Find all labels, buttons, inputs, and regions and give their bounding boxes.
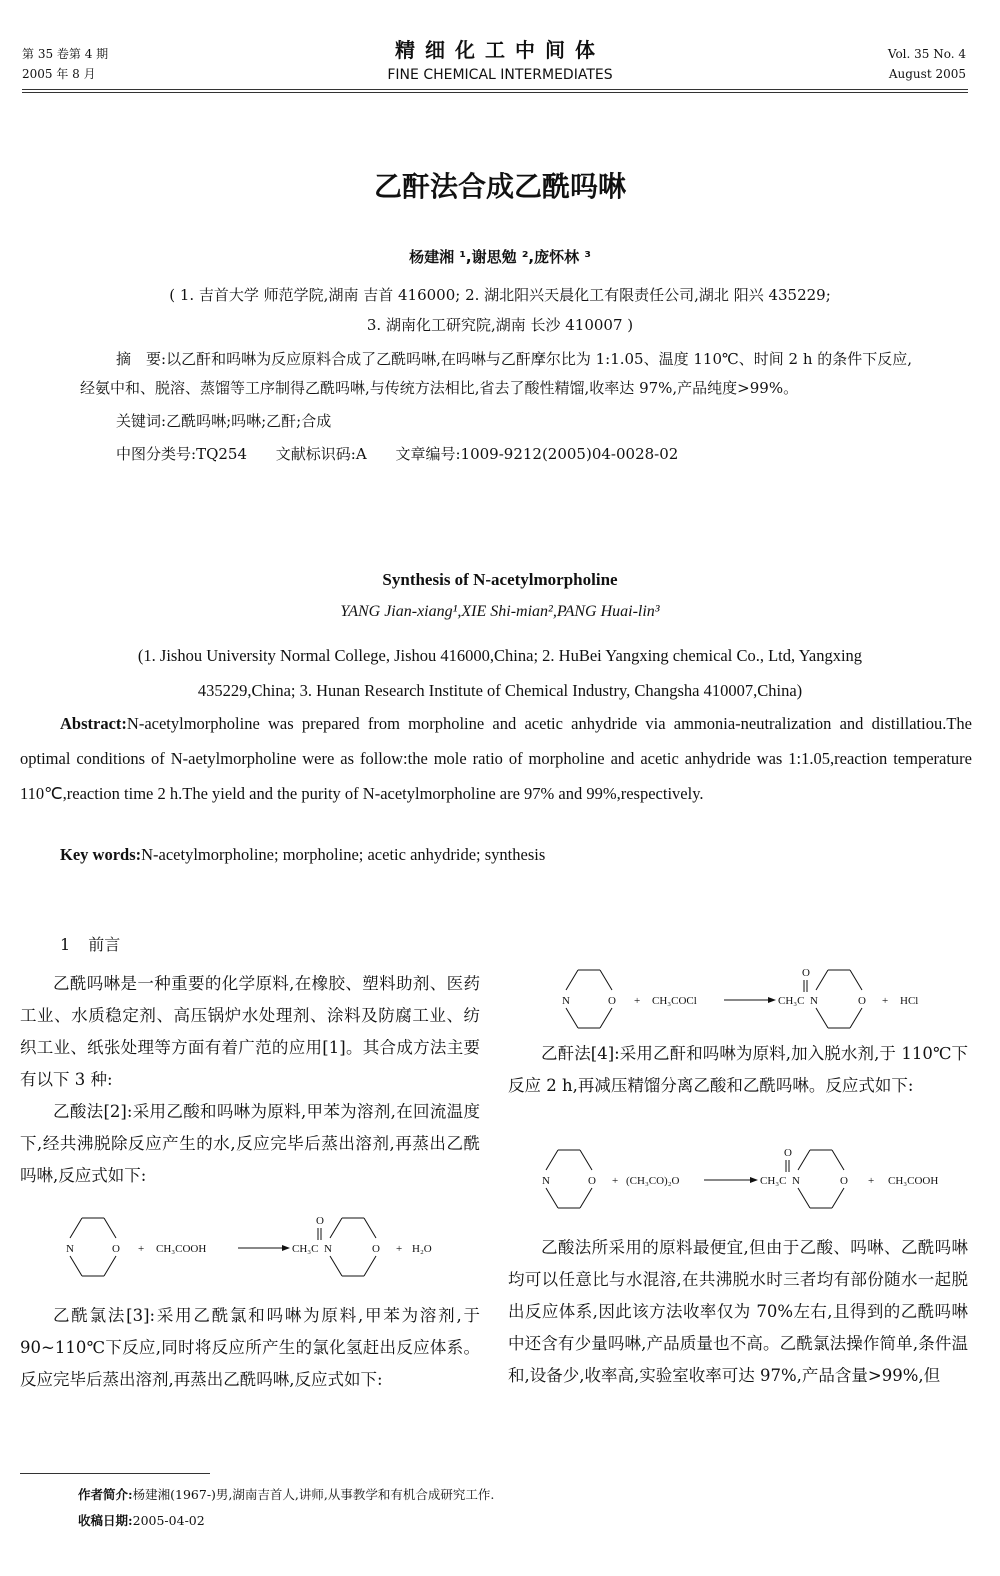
volume-cn: 第 35 卷第 4 期 — [22, 47, 109, 61]
authors-en: YANG Jian-xiang¹,XIE Shi-mian²,PANG Huai-lin³ — [340, 603, 660, 620]
product-n: N — [792, 1175, 800, 1187]
intro-paragraph: 乙酰吗啉是一种重要的化学原料,在橡胶、塑料助剂、医药工业、水质稳定剂、高压锅炉水处理剂、涂料及防腐工业、纺织工业、纸张处理等方面有着广范的应用[1]。其合成方法主要有以下 3 种: — [20, 974, 480, 1089]
abstract-en-label: Abstract: — [60, 714, 127, 733]
product-prefix: CH₃C — [292, 1243, 319, 1255]
journal-name-en: FINE CHEMICAL INTERMEDIATES — [387, 67, 613, 83]
acetyl-chloride-method-paragraph: 乙酰氯法[3]:采用乙酰氯和吗啉为原料,甲苯为溶剂,于 90~110℃下反应,同时将反应所产生的氯化氢赶出反应体系。反应完毕后蒸出溶剂,再蒸出乙酰吗啉,反应式如下: — [20, 1306, 480, 1389]
abstract-cn-label: 摘 要: — [116, 350, 167, 368]
footnote-rule — [20, 1473, 210, 1474]
byproduct: H₂O — [412, 1243, 432, 1255]
reagent: (CH₃CO)₂O — [626, 1175, 680, 1187]
article-number: 1009-9212(2005)04-0028-02 — [460, 445, 679, 463]
reaction-scheme-acetic-anhydride — [536, 1144, 966, 1216]
doc-code: A — [355, 445, 367, 463]
ring-n: N — [542, 1175, 550, 1187]
affiliation-en-line2: 435229,China; 3. Hunan Research Institute of Chemical Industry, Changsha 410007,China) — [197, 681, 803, 700]
product-o: O — [372, 1243, 380, 1255]
reaction-scheme-acetic-acid — [60, 1212, 460, 1284]
keywords-cn-label: 关键词: — [116, 412, 167, 430]
carbonyl-o: O — [784, 1147, 792, 1159]
article-number-label: 文章编号: — [395, 445, 461, 463]
paper-title-cn: 乙酐法合成乙酰吗啉 — [373, 170, 626, 203]
acetic-anhydride-method-paragraph: 乙酐法[4]:采用乙酐和吗啉为原料,加入脱水剂,于 110℃下反应 2 h,再减压精馏分离乙酸和乙酰吗啉。反应式如下: — [508, 1044, 968, 1095]
keywords-en — [60, 845, 960, 865]
product-prefix: CH₃C — [778, 995, 805, 1007]
section-title: 前言 — [88, 935, 121, 954]
abstract-en-block — [20, 706, 972, 811]
clc-label: 中图分类号: — [116, 445, 197, 463]
byproduct: HCl — [900, 995, 919, 1007]
ring-o: O — [588, 1175, 596, 1187]
keywords-cn-text: 乙酰吗啉;吗啉;乙酐;合成 — [166, 412, 332, 430]
plus-1: + — [612, 1175, 619, 1187]
affiliation-cn-line2: 3. 湖南化工研究院,湖南 长沙 410007 ) — [366, 316, 634, 334]
affiliation-cn-line1: ( 1. 吉首大学 师范学院,湖南 吉首 416000; 2. 湖北阳兴天晨化工有限责任公司,湖北 阳兴 435229; — [169, 286, 831, 304]
ring-o: O — [112, 1243, 120, 1255]
carbonyl-o: O — [316, 1215, 324, 1227]
keywords-en-label: Key words: — [60, 845, 142, 864]
product-o: O — [840, 1175, 848, 1187]
right-column-bottom — [508, 1232, 968, 1392]
product-n: N — [324, 1243, 332, 1255]
plus-2: + — [868, 1175, 875, 1187]
volume-en: Vol. 35 No. 4 — [887, 47, 966, 61]
classification-line — [80, 440, 920, 469]
product-o: O — [858, 995, 866, 1007]
header-rule — [22, 89, 968, 93]
plus-1: + — [138, 1243, 145, 1255]
reaction-diagram — [60, 1212, 460, 1284]
journal-name-cn: 精细化工中间体 — [395, 38, 605, 62]
date-label: 收稿日期: — [78, 1513, 133, 1528]
reaction-diagram — [536, 1144, 966, 1216]
ring-o: O — [608, 995, 616, 1007]
plus-2: + — [882, 995, 889, 1007]
abstract-en — [20, 706, 972, 811]
date-text: 2005-04-02 — [132, 1513, 205, 1528]
doc-code-label: 文献标识码: — [275, 445, 356, 463]
abstract-cn — [80, 345, 920, 403]
reagent: CH₃COCl — [652, 995, 697, 1007]
author-bio — [78, 1482, 494, 1508]
affiliation-en-line1: (1. Jishou University Normal College, Jishou 416000,China; 2. HuBei Yangxing chemical Co., Ltd, Yangxing — [137, 646, 863, 665]
issue-info-en — [888, 44, 966, 84]
journal-header — [0, 34, 1000, 83]
method-comparison-paragraph: 乙酸法所采用的原料最便宜,但由于乙酸、吗啉、乙酰吗啉均可以任意比与水混溶,在共沸脱水时三者均有部份随水一起脱出反应体系,因此该方法收率仅为 70%左右,且得到的乙酰吗啉中还含有少量吗啉,产品质量也不高。乙酰氯法操作简单,条件温和,设备少,收率高,实验室收率可达 97%,产品含量>99%,但 — [508, 1238, 968, 1385]
affiliation-en — [30, 638, 970, 708]
reagent: CH₃COOH — [156, 1243, 207, 1255]
abstract-en-text: N-acetylmorpholine was prepared from morpholine and acetic anhydride via ammonia-neutralization and distillatiou.The optimal conditions of N-aetylmorpholine were as follow:the mole ratio of morpholine and acetic anhydride was 1:1.05,reaction temperature 110℃,reaction time 2 h.The yield and the purity of N-acetylmorpholine are 97% and 99%,respectively. — [20, 714, 972, 803]
abstract-cn-block — [80, 345, 920, 469]
byproduct: CH₃COOH — [888, 1175, 939, 1187]
clc-code: TQ254 — [196, 445, 247, 463]
date-cn: 2005 年 8 月 — [22, 67, 96, 81]
carbonyl-o: O — [802, 967, 810, 979]
left-column-bottom — [20, 1300, 480, 1396]
abstract-cn-text: 以乙酐和吗啉为反应原料合成了乙酰吗啉,在吗啉与乙酐摩尔比为 1:1.05、温度 110℃、时间 2 h 的条件下反应,经氨中和、脱溶、蒸馏等工序制得乙酰吗啉,与传统方法相比,省去了酸性精馏,收率达 97%,产品纯度>99%。 — [80, 350, 913, 397]
bio-text: 杨建湘(1967-)男,湖南吉首人,讲师,从事教学和有机合成研究工作. — [132, 1487, 495, 1502]
section-1-heading — [60, 932, 120, 955]
ring-n: N — [66, 1243, 74, 1255]
date-en: August 2005 — [888, 67, 966, 81]
right-column-top — [508, 1038, 968, 1102]
received-date — [78, 1508, 205, 1534]
product-prefix: CH₃C — [760, 1175, 787, 1187]
ring-n: N — [562, 995, 570, 1007]
authors-cn: 杨建湘 ¹,谢思勉 ²,庞怀林 ³ — [409, 248, 591, 266]
keywords-cn — [80, 407, 920, 436]
keywords-en-text: N-acetylmorpholine; morpholine; acetic anhydride; synthesis — [141, 845, 546, 864]
plus-2: + — [396, 1243, 403, 1255]
product-n: N — [810, 995, 818, 1007]
left-column-top — [20, 968, 480, 1192]
section-number: 1 — [60, 935, 71, 954]
reaction-diagram — [556, 964, 956, 1036]
bio-label: 作者简介: — [78, 1487, 133, 1502]
paper-title-en: Synthesis of N-acetylmorpholine — [382, 570, 618, 589]
reaction-scheme-acetyl-chloride — [556, 964, 956, 1036]
morpholine-ring — [70, 1218, 116, 1276]
acetic-acid-method-paragraph: 乙酸法[2]:采用乙酸和吗啉为原料,甲苯为溶剂,在回流温度下,经共沸脱除反应产生的水,反应完毕后蒸出溶剂,再蒸出乙酰吗啉,反应式如下: — [20, 1102, 480, 1185]
plus-1: + — [634, 995, 641, 1007]
